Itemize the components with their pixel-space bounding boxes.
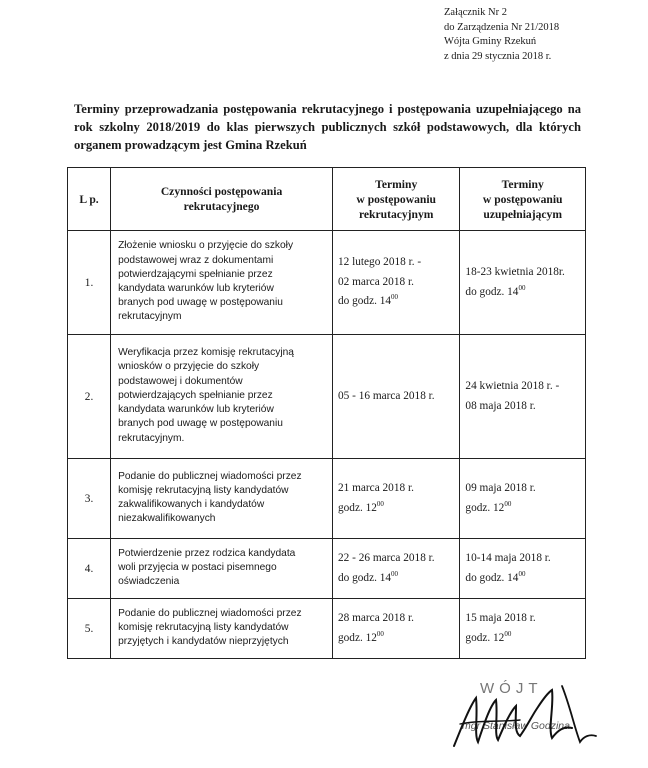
row-recruitment-term: 21 marca 2018 r. godz. $12^{00}$ xyxy=(333,459,460,539)
row-supplementary-term: 18-23 kwietnia 2018r. do godz. $14^{00}$ xyxy=(460,231,586,335)
header-lp: L p. xyxy=(68,168,111,231)
row-supplementary-term: 10-14 maja 2018 r. do godz. $14^{00}$ xyxy=(460,539,586,599)
stamp-name: mgr Stanisław Godzina xyxy=(462,720,570,732)
row-activity: Złożenie wniosku o przyjęcie do szkoły podstawowej wraz z dokumentami potwierdzającymi spełnianie przez kandydata warunków lub kryteriów branych pod uwagę w postępowaniu rekrutacyjnym xyxy=(111,231,333,335)
table-row xyxy=(68,599,586,659)
table-row xyxy=(68,335,586,459)
row-recruitment-term: 12 lutego 2018 r. - 02 marca 2018 r. do godz. $14^{00}$ xyxy=(333,231,460,335)
header-recruitment: Terminy w postępowaniu rekrutacyjnym xyxy=(333,168,460,231)
attachment-line: do Zarządzenia Nr 21/2018 xyxy=(444,21,560,33)
signature-block xyxy=(440,676,610,756)
table-row xyxy=(68,231,586,335)
row-number: 5. xyxy=(68,599,111,659)
row-activity: Podanie do publicznej wiadomości przez komisję rekrutacyjną listy kandydatów zakwalifikowanych i kandydatów niezakwalifikowanych xyxy=(111,459,333,539)
attachment-line: Wójta Gminy Rzekuń xyxy=(444,36,537,47)
attachment-line: z dnia 29 stycznia 2018 r. xyxy=(444,50,552,62)
row-recruitment-term: 28 marca 2018 r. godz. $12^{00}$ xyxy=(333,599,460,659)
table-header-row xyxy=(68,168,586,231)
row-number: 1. xyxy=(68,231,111,335)
stamp-title: WÓJT xyxy=(480,680,543,697)
document-title: Terminy przeprowadzania postępowania rekrutacyjnego i postępowania uzupełniającego na rok szkolny 2018/2019 do klas pierwszych publicznych szkół podstawowych, dla których organem prowadzącym jest Gmina Rzekuń xyxy=(74,102,581,152)
schedule-table xyxy=(67,167,586,659)
row-activity: Podanie do publicznej wiadomości przez komisję rekrutacyjną listy kandydatów przyjętych i kandydatów nieprzyjętych xyxy=(111,599,333,659)
attachment-header xyxy=(444,6,559,64)
row-recruitment-term: 05 - 16 marca 2018 r. xyxy=(333,335,460,459)
row-number: 4. xyxy=(68,539,111,599)
handwritten-signature xyxy=(440,676,610,756)
header-activity: Czynności postępowania rekrutacyjnego xyxy=(111,168,333,231)
row-supplementary-term: 24 kwietnia 2018 r. - 08 maja 2018 r. xyxy=(460,335,586,459)
row-number: 3. xyxy=(68,459,111,539)
row-activity: Weryfikacja przez komisję rekrutacyjną wniosków o przyjęcie do szkoły podstawowej i dokumentów potwierdzających spełnianie przez kandydata warunków lub kryteriów branych pod uwagę w postępowaniu rekrutacyjnym. xyxy=(111,335,333,459)
header-supplementary: Terminy w postępowaniu uzupełniającym xyxy=(460,168,586,231)
table-row xyxy=(68,459,586,539)
row-supplementary-term: 15 maja 2018 r. godz. $12^{00}$ xyxy=(460,599,586,659)
row-number: 2. xyxy=(68,335,111,459)
row-activity: Potwierdzenie przez rodzica kandydata woli przyjęcia w postaci pisemnego oświadczenia xyxy=(111,539,333,599)
row-recruitment-term: 22 - 26 marca 2018 r. do godz. $14^{00}$ xyxy=(333,539,460,599)
attachment-line: Załącznik Nr 2 xyxy=(444,7,507,18)
row-supplementary-term: 09 maja 2018 r. godz. $12^{00}$ xyxy=(460,459,586,539)
table-row xyxy=(68,539,586,599)
